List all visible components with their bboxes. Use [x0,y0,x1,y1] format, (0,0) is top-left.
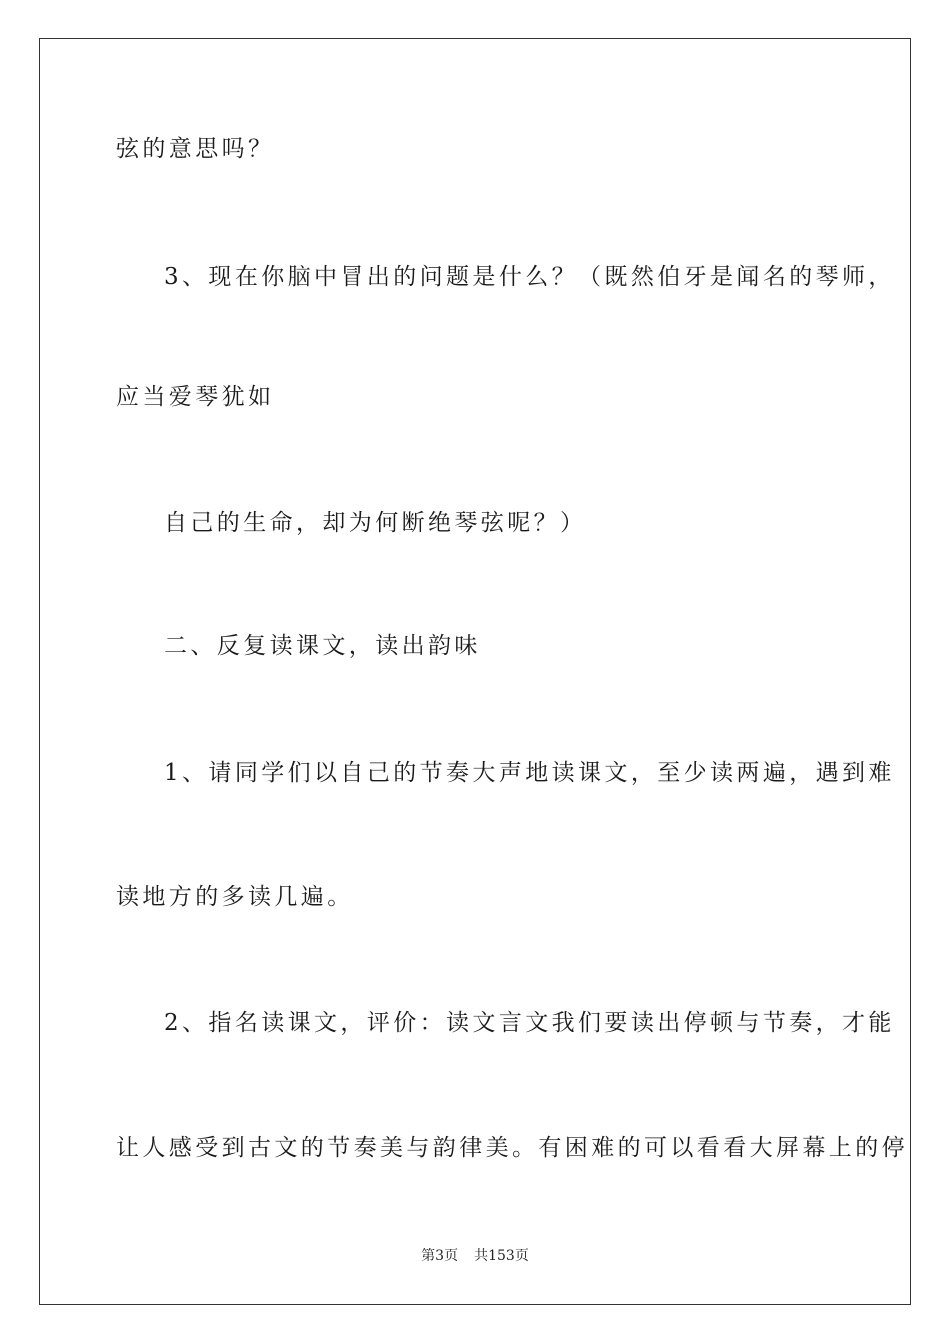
text-line-7: 读地方的多读几遍。 [116,884,354,910]
text-line-4: 自己的生命，却为何断绝琴弦呢？） [164,510,587,536]
section-heading: 二、反复读课文，读出韵味 [164,633,481,659]
page-border [39,38,911,1305]
text-line-9: 让人感受到古文的节奏美与韵律美。有困难的可以看看大屏幕上的停 [116,1135,908,1161]
page-number: 第3页 [421,1248,459,1264]
text-line-6: 1、请同学们以自己的节奏大声地读课文，至少读两遍，遇到难 [164,760,895,786]
text-line-8: 2、指名读课文，评价：读文言文我们要读出停顿与节奏，才能 [164,1010,895,1036]
text-line-2: 3、现在你脑中冒出的问题是什么？（既然伯牙是闻名的琴师， [164,264,895,290]
text-line-3: 应当爱琴犹如 [116,384,275,410]
page-footer [0,1247,950,1265]
text-line-1: 弦的意思吗？ [116,136,275,162]
page-total: 共153页 [474,1248,529,1264]
